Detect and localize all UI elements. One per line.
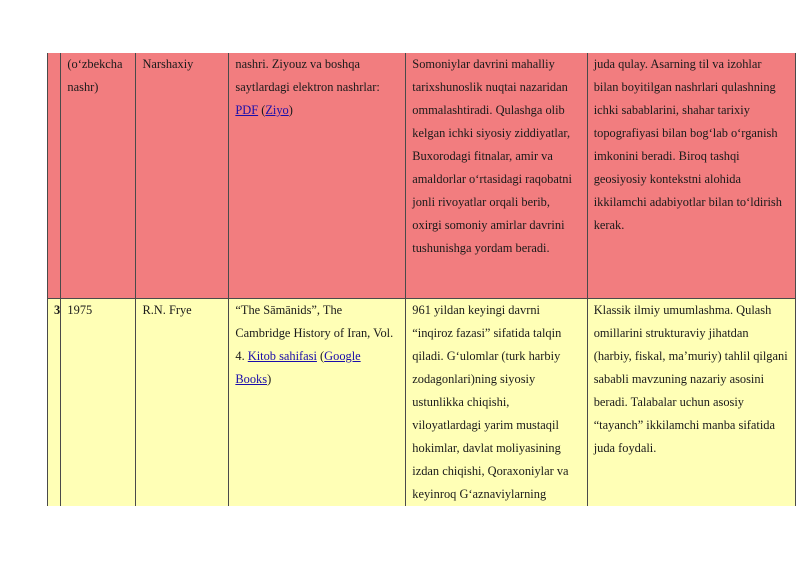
sources-table [47, 53, 796, 506]
evaluation-cell: juda qulay. Asarning til va izohlar bilan boyitilgan nashrlari qulashning ichki sabablarini, shahar tarixiy topografiyasi bilan bogʻlab oʻrganish imkonini beradi. Biroq tashqi geosiyosiy kontekstni alohida ikkilamchi adabiyotlar bilan toʻldirish kerak. [587, 53, 795, 299]
source-end: ) [267, 372, 272, 386]
author-cell: R.N. Frye [136, 299, 229, 507]
table-row [48, 53, 796, 299]
content-cell: 961 yildan keyingi davrni “inqiroz fazasi” sifatida talqin qiladi. Gʻulomlar (turk harbiy zodagonlari)ning siyosiy ustunlikka chiqishi, viloyatlardagi yarim mustaqil hokimlar, davlat moliyasining izdan chiqishi, Qoraxoniylar va keyinroq Gʻaznaviylarning [406, 299, 587, 507]
evaluation-cell: Klassik ilmiy umumlashma. Qulash omillarini strukturaviy jihatdan (harbiy, fiskal, maʼmuriy) tahlil qilgani sababli mavzuning nazariy asosini beradi. Talabalar uchun asosiy “tayanch” ikkilamchi manba sifatida juda foydali. [587, 299, 795, 507]
source-sep: ( [316, 349, 325, 363]
source-end: ) [288, 103, 293, 117]
year-cell: 1975 [61, 299, 136, 507]
row-number [48, 53, 61, 299]
row-number: 3 [48, 299, 61, 507]
author-cell: Narshaxiy [136, 53, 229, 299]
year-cell: (oʻzbekcha nashr) [61, 53, 136, 299]
google-books-link[interactable]: Google Books [235, 349, 361, 386]
ziyo-link[interactable]: Ziyo [265, 103, 289, 117]
content-cell: Somoniylar davrini mahalliy tarixshunoslik nuqtai nazaridan ommalashtiradi. Qulashga olib kelgan ichki siyosiy ziddiyatlar, Buxorodagi fitnalar, amir va amaldorlar oʻrtasidagi raqobatni jonli rivoyatlar orqali berib, oxirgi somoniy amirlar davrini tushunishga yordam beradi. [406, 53, 587, 299]
source-cell [229, 53, 406, 299]
table-row [48, 299, 796, 507]
source-text: “The Sāmānids”, The Cambridge History of Iran, Vol. 4. [235, 303, 394, 363]
book-page-link[interactable]: Kitob sahifasi [247, 349, 317, 363]
source-text: nashri. Ziyouz va boshqa saytlardagi elektron nashrlar: [235, 57, 380, 94]
source-cell [229, 299, 406, 507]
pdf-link[interactable]: PDF [235, 103, 259, 117]
source-sep: ( [258, 103, 266, 117]
